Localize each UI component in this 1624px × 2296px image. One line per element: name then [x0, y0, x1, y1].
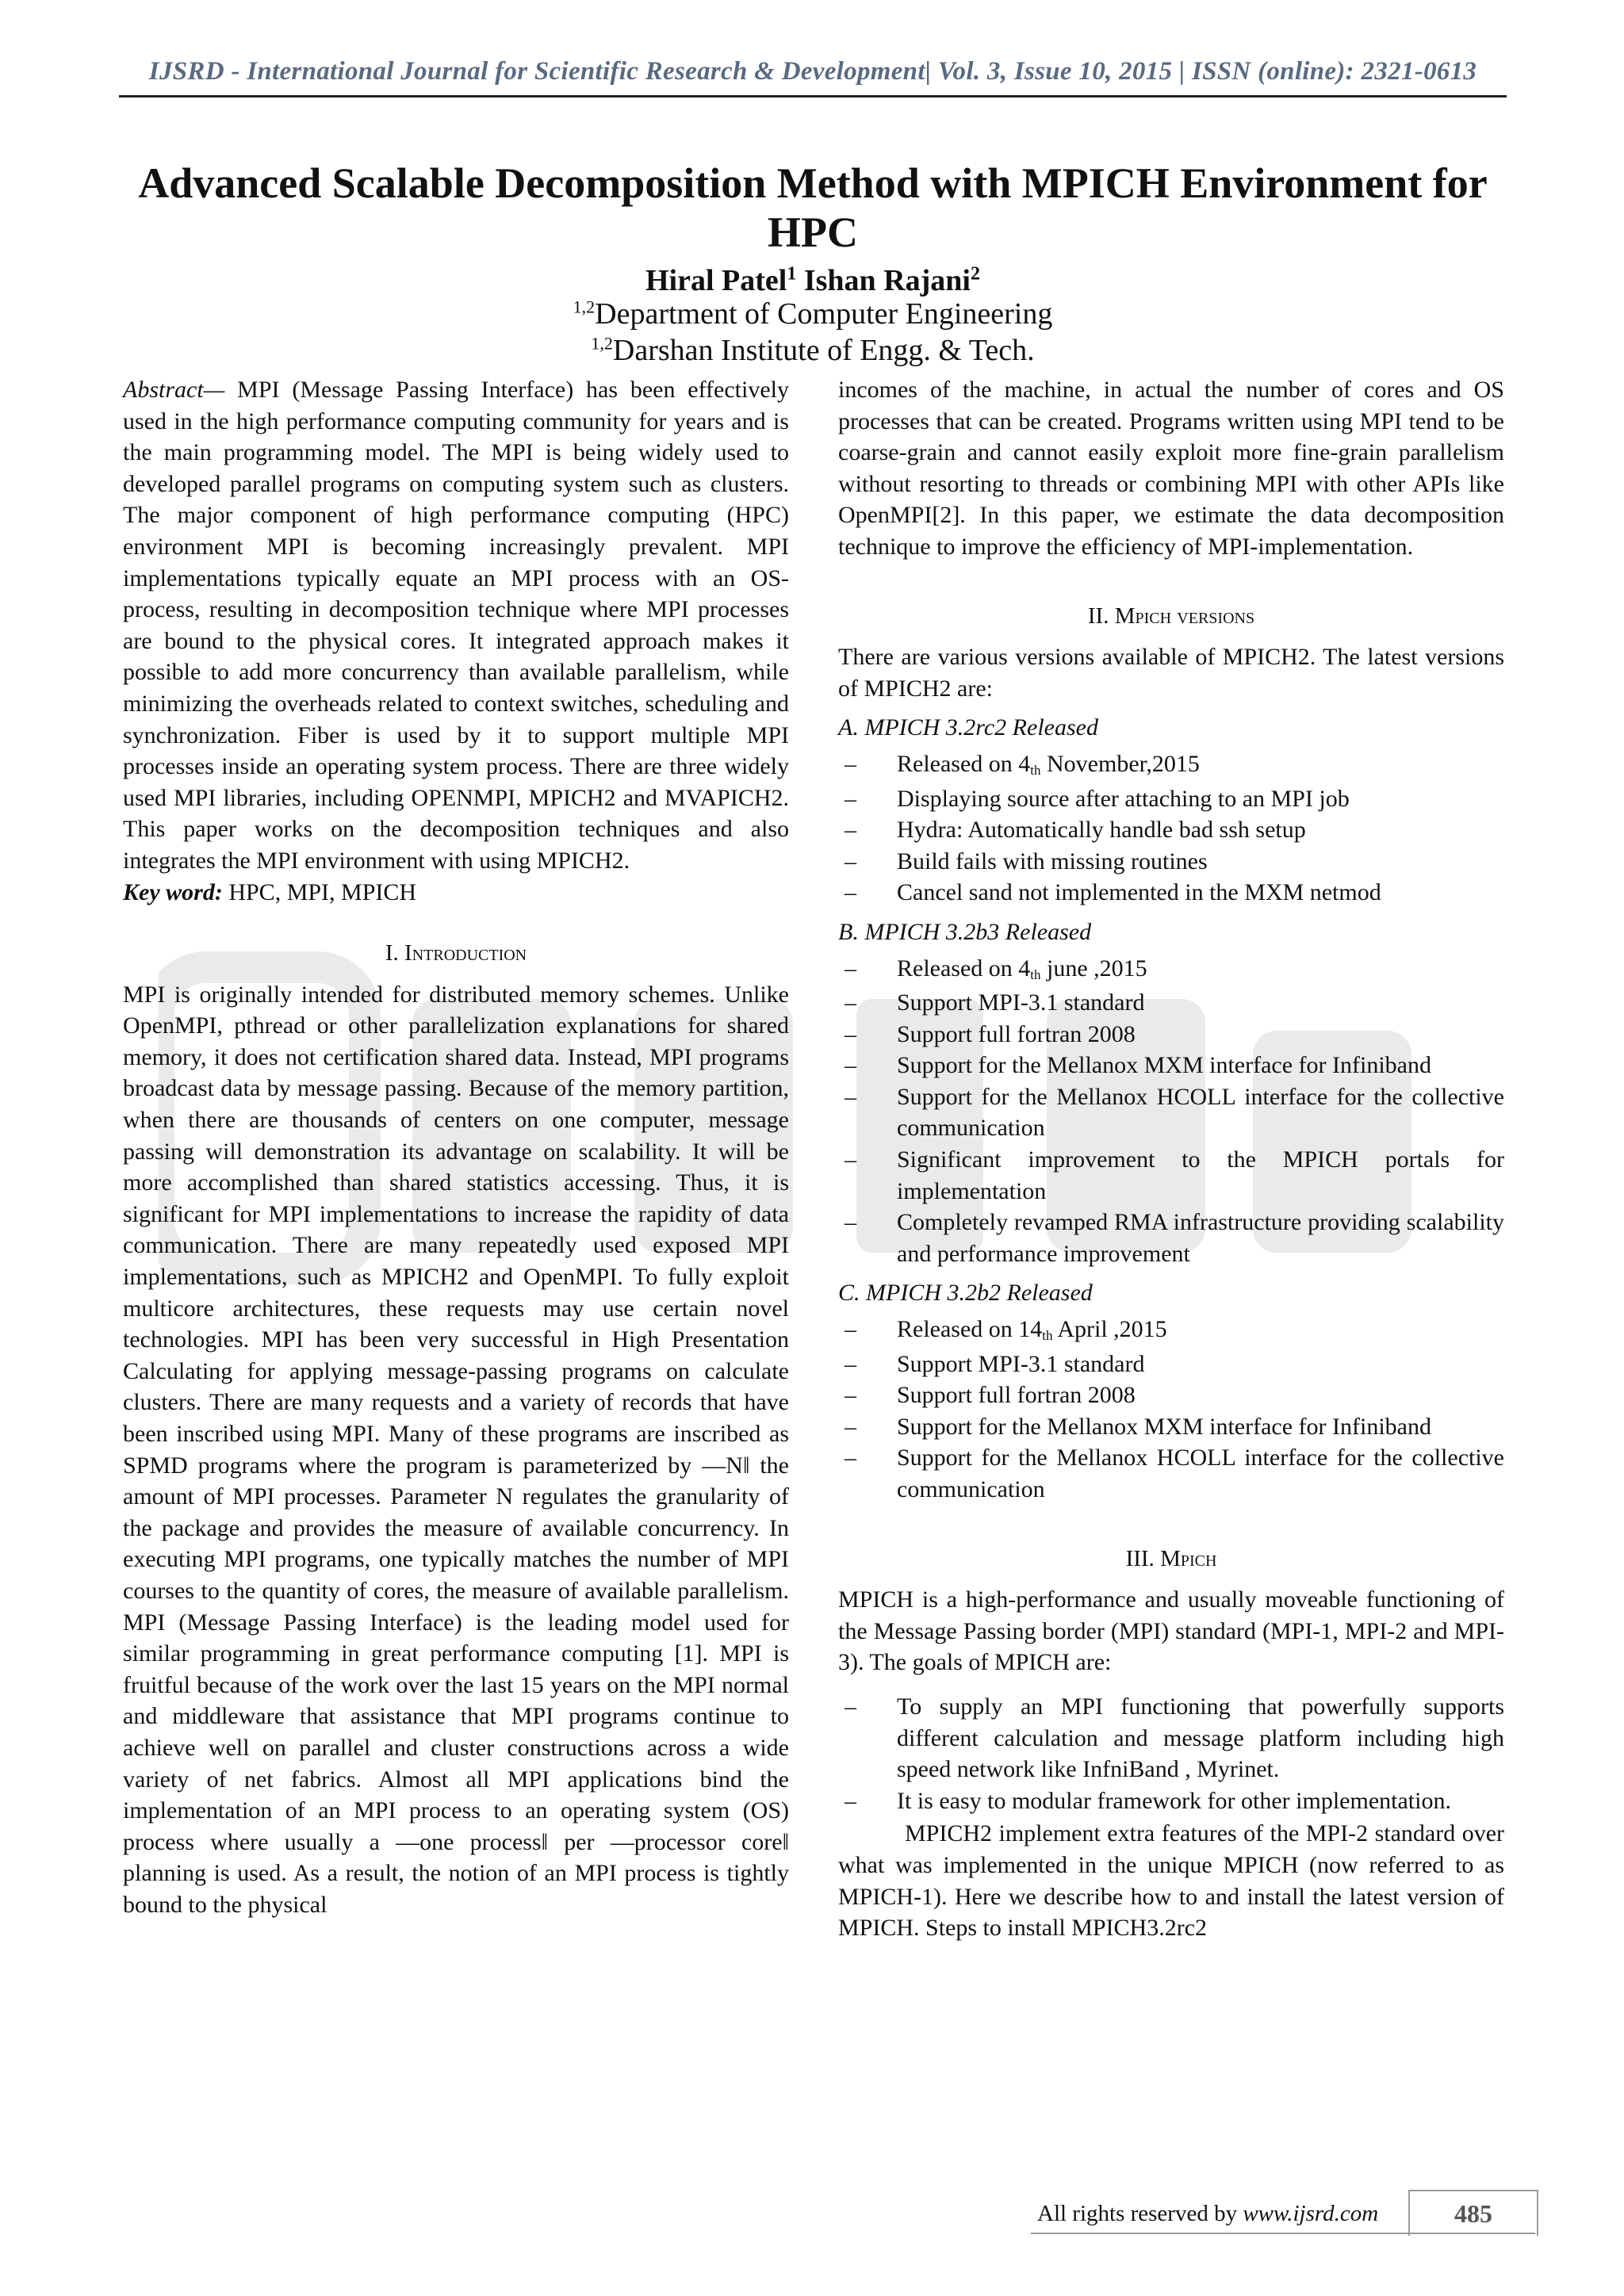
- list-item: [838, 846, 1504, 878]
- section-number: II.: [1087, 603, 1115, 629]
- author-line: [119, 263, 1507, 298]
- list-item-text: Support full fortran 2008: [897, 1020, 1136, 1047]
- section-heading-versions: [838, 601, 1504, 633]
- release-text: Released on 4: [897, 955, 1031, 982]
- footer-rights: [1037, 2201, 1378, 2227]
- footer-text: All rights reserved by: [1037, 2201, 1243, 2226]
- dash-bullet: –: [845, 1445, 856, 1471]
- dash-bullet: –: [845, 1083, 856, 1110]
- release-suffix: th: [1030, 966, 1041, 982]
- list-item-text: Support for the Mellanox MXM interface for Infiniband: [897, 1052, 1431, 1079]
- subsection-a-list: [838, 748, 1504, 909]
- list-item: [838, 1314, 1504, 1349]
- list-item-text: Cancel sand not implemented in the MXM netmod: [897, 879, 1381, 906]
- list-item: [838, 1019, 1504, 1050]
- affiliation-text: Darshan Institute of Engg. & Tech.: [612, 334, 1035, 367]
- list-item-text: Support for the Mellanox MXM interface for Infiniband: [897, 1413, 1431, 1440]
- list-item: [838, 987, 1504, 1019]
- page-number: 485: [1408, 2190, 1538, 2236]
- dash-bullet: –: [845, 955, 856, 982]
- dash-bullet: –: [845, 1787, 856, 1814]
- left-column: [123, 374, 789, 1921]
- list-item: [838, 953, 1504, 988]
- subsection-a-title: A. MPICH 3.2rc2 Released: [838, 714, 1098, 741]
- dash-bullet: –: [845, 848, 856, 874]
- list-item-text: Significant improvement to the MPICH portals for implementation: [897, 1146, 1504, 1204]
- list-item: [838, 814, 1504, 846]
- author-superscript: 1: [787, 263, 797, 285]
- keywords: [123, 877, 789, 909]
- section-number: I.: [385, 940, 405, 966]
- list-item: [838, 1050, 1504, 1081]
- mpich-goals-list: [838, 1691, 1504, 1816]
- section-title: Mpich: [1160, 1545, 1217, 1571]
- author-superscript: 2: [970, 263, 980, 285]
- list-item-text: Support for the Mellanox HCOLL interface for the collective communication: [897, 1083, 1504, 1142]
- section-heading-mpich: [838, 1544, 1504, 1575]
- dash-bullet: –: [845, 1350, 856, 1377]
- subsection-c-list: [838, 1314, 1504, 1506]
- dash-bullet: –: [845, 1209, 856, 1236]
- abstract-label: Abstract—: [123, 377, 225, 403]
- list-item-text: It is easy to modular framework for other implementation.: [897, 1787, 1451, 1814]
- release-date: April ,2015: [1052, 1316, 1167, 1343]
- dash-bullet: –: [845, 989, 856, 1016]
- right-column: [838, 374, 1504, 1944]
- list-item-text: Displaying source after attaching to an MPI job: [897, 785, 1350, 812]
- introduction-continuation: incomes of the machine, in actual the number of cores and OS processes that can be created. Programs written using MPI tend to be coarse-grain and cannot easily exploit more fine-grain parallelism without resorting to threads or combining MPI with other APIs like OpenMPI[2]. In this paper, we estimate the data decomposition technique to improve the efficiency of MPI-implementation.: [838, 377, 1504, 560]
- list-item-text: To supply an MPI functioning that powerfully supports different calculation and message platform including high speed network like InfniBand , Myrinet.: [897, 1693, 1504, 1783]
- list-item-text: Support full fortran 2008: [897, 1382, 1136, 1409]
- list-item-text: Completely revamped RMA infrastructure providing scalability and performance improvement: [897, 1209, 1504, 1267]
- dash-bullet: –: [845, 1413, 856, 1440]
- subsection-c-title: C. MPICH 3.2b2 Released: [838, 1280, 1093, 1307]
- list-item-text: Support MPI-3.1 standard: [897, 1350, 1145, 1377]
- list-item-text: Support for the Mellanox HCOLL interface for the collective communication: [897, 1445, 1504, 1502]
- list-item: [838, 748, 1504, 783]
- list-item: [838, 1207, 1504, 1269]
- release-text: Released on 14: [897, 1316, 1043, 1343]
- author-name: Hiral Patel: [645, 264, 787, 297]
- dash-bullet: –: [845, 1382, 856, 1409]
- list-item: [838, 1785, 1504, 1817]
- list-item: [838, 1349, 1504, 1380]
- affiliation-department: [119, 297, 1507, 331]
- footer-site-link[interactable]: www.ijsrd.com: [1243, 2201, 1379, 2226]
- dash-bullet: –: [845, 1052, 856, 1079]
- journal-header: IJSRD - International Journal for Scientific Research & Development| Vol. 3, Issue 10, 2015 | ISSN (online): 2321-0613: [148, 57, 1477, 86]
- affiliation-institute: [119, 333, 1507, 368]
- list-item: [838, 1380, 1504, 1411]
- dash-bullet: –: [845, 1020, 856, 1047]
- list-item: [838, 1411, 1504, 1443]
- dash-bullet: –: [845, 1146, 856, 1173]
- section-title: Mpich versions: [1114, 603, 1255, 629]
- dash-bullet: –: [845, 817, 856, 844]
- list-item: [838, 1442, 1504, 1505]
- section-title: Introduction: [404, 940, 527, 966]
- abstract: [123, 374, 789, 877]
- versions-intro: There are various versions available of MPICH2. The latest versions of MPICH2 are:: [838, 644, 1504, 702]
- release-suffix: th: [1042, 1328, 1053, 1344]
- release-date: November,2015: [1040, 750, 1200, 777]
- abstract-text: MPI (Message Passing Interface) has been effectively used in the high performance computing community for years and is the main programming model. The MPI is being widely used to developed parallel programs on computing system such as clusters. The major component of high performance computing (HPC) environment MPI is becoming increasingly prevalent. MPI implementations typically equate an MPI process with an OS-process, resulting in decomposition technique where MPI processes are bound to the physical cores. It integrated approach makes it possible to add more concurrency than available parallelism, while minimizing the overheads related to context switches, scheduling and synchronization. Fiber is used by it to support multiple MPI processes inside an operating system process. There are three widely used MPI libraries, including OPENMPI, MPICH2 and MVAPICH2. This paper works on the decomposition techniques and also integrates the MPI environment with using MPICH2.: [123, 377, 789, 874]
- list-item-text: Support MPI-3.1 standard: [897, 989, 1145, 1016]
- subsection-b-title: B. MPICH 3.2b3 Released: [838, 918, 1092, 945]
- section-heading-introduction: [123, 938, 789, 970]
- release-date: june ,2015: [1040, 955, 1147, 982]
- dash-bullet: –: [845, 1316, 856, 1343]
- introduction-text: MPI is originally intended for distributed memory schemes. Unlike OpenMPI, pthread or other parallelization explanations for shared memory, it does not certification shared data. Instead, MPI programs broadcast data by message passing. Because of the memory partition, when there are thousands of centers on one computer, message passing will demonstration its advantage on scalability. It will be more accomplished than shared statistics accessing. Thus, it is significant for MPI implementations to increase the rapidity of data communication. There are many repeatedly used exposed MPI implementations, such as MPICH2 and OpenMPI. To fully exploit multicore architectures, these requests may use certain novel technologies. MPI has been very successful in High Presentation Calculating for applying message-passing programs on calculate clusters. There are many requests and a variety of records that have been inscribed using MPI. Many of these programs are inscribed as SPMD programs where the program is parameterized by ―N‖ the amount of MPI processes. Parameter N regulates the granularity of the package and provides the measure of available concurrency. In executing MPI programs, one typically matches the number of MPI courses to the quantity of cores, the measure of available parallelism. MPI (Message Passing Interface) is the leading model used for similar programming in great performance computing [1]. MPI is fruitful because of the work over the last 15 years on the MPI normal and middleware that assistance that MPI programs continue to achieve well on parallel and cluster constructions across a wide variety of net fabrics. Almost all MPI applications bind the implementation of an MPI process to an operating system (OS) process where usually a ―one process‖ per ―processor core‖ planning is used. As a result, the notion of an MPI process is tightly bound to the physical: [123, 981, 789, 1918]
- list-item: [838, 1144, 1504, 1207]
- release-text: Released on 4: [897, 750, 1031, 777]
- paper-title: Advanced Scalable Decomposition Method with MPICH Environment for HPC: [138, 159, 1488, 256]
- list-item-text: Hydra: Automatically handle bad ssh setup: [897, 817, 1306, 844]
- keywords-label: Key word:: [123, 878, 223, 905]
- dash-bullet: –: [845, 879, 856, 906]
- list-item: [838, 783, 1504, 815]
- list-item-text: Build fails with missing routines: [897, 848, 1208, 874]
- mpich-intro: MPICH is a high-performance and usually moveable functioning of the Message Passing border (MPI) standard (MPI-1, MPI-2 and MPI-3). The goals of MPICH are:: [838, 1586, 1504, 1676]
- author-name: Ishan Rajani: [803, 264, 971, 297]
- header-rule: [119, 95, 1507, 98]
- affiliation-superscript: 1,2: [591, 333, 613, 354]
- dash-bullet: –: [845, 785, 856, 812]
- subsection-b-list: [838, 953, 1504, 1270]
- list-item: [838, 1081, 1504, 1144]
- footer-rule: [1031, 2233, 1535, 2234]
- section-number: III.: [1125, 1545, 1161, 1571]
- dash-bullet: –: [845, 750, 856, 777]
- keywords-text: HPC, MPI, MPICH: [222, 878, 417, 905]
- affiliation-text: Department of Computer Engineering: [595, 297, 1053, 331]
- mpich-final-paragraph: MPICH2 implement extra features of the MPI-2 standard over what was implemented in the unique MPICH (now referred to as MPICH-1). Here we describe how to and install the latest version of MPICH. Steps to install MPICH3.2rc2: [838, 1820, 1504, 1942]
- dash-bullet: –: [845, 1693, 856, 1720]
- list-item: [838, 877, 1504, 909]
- affiliation-superscript: 1,2: [573, 297, 596, 317]
- list-item: [838, 1691, 1504, 1785]
- release-suffix: th: [1030, 762, 1041, 778]
